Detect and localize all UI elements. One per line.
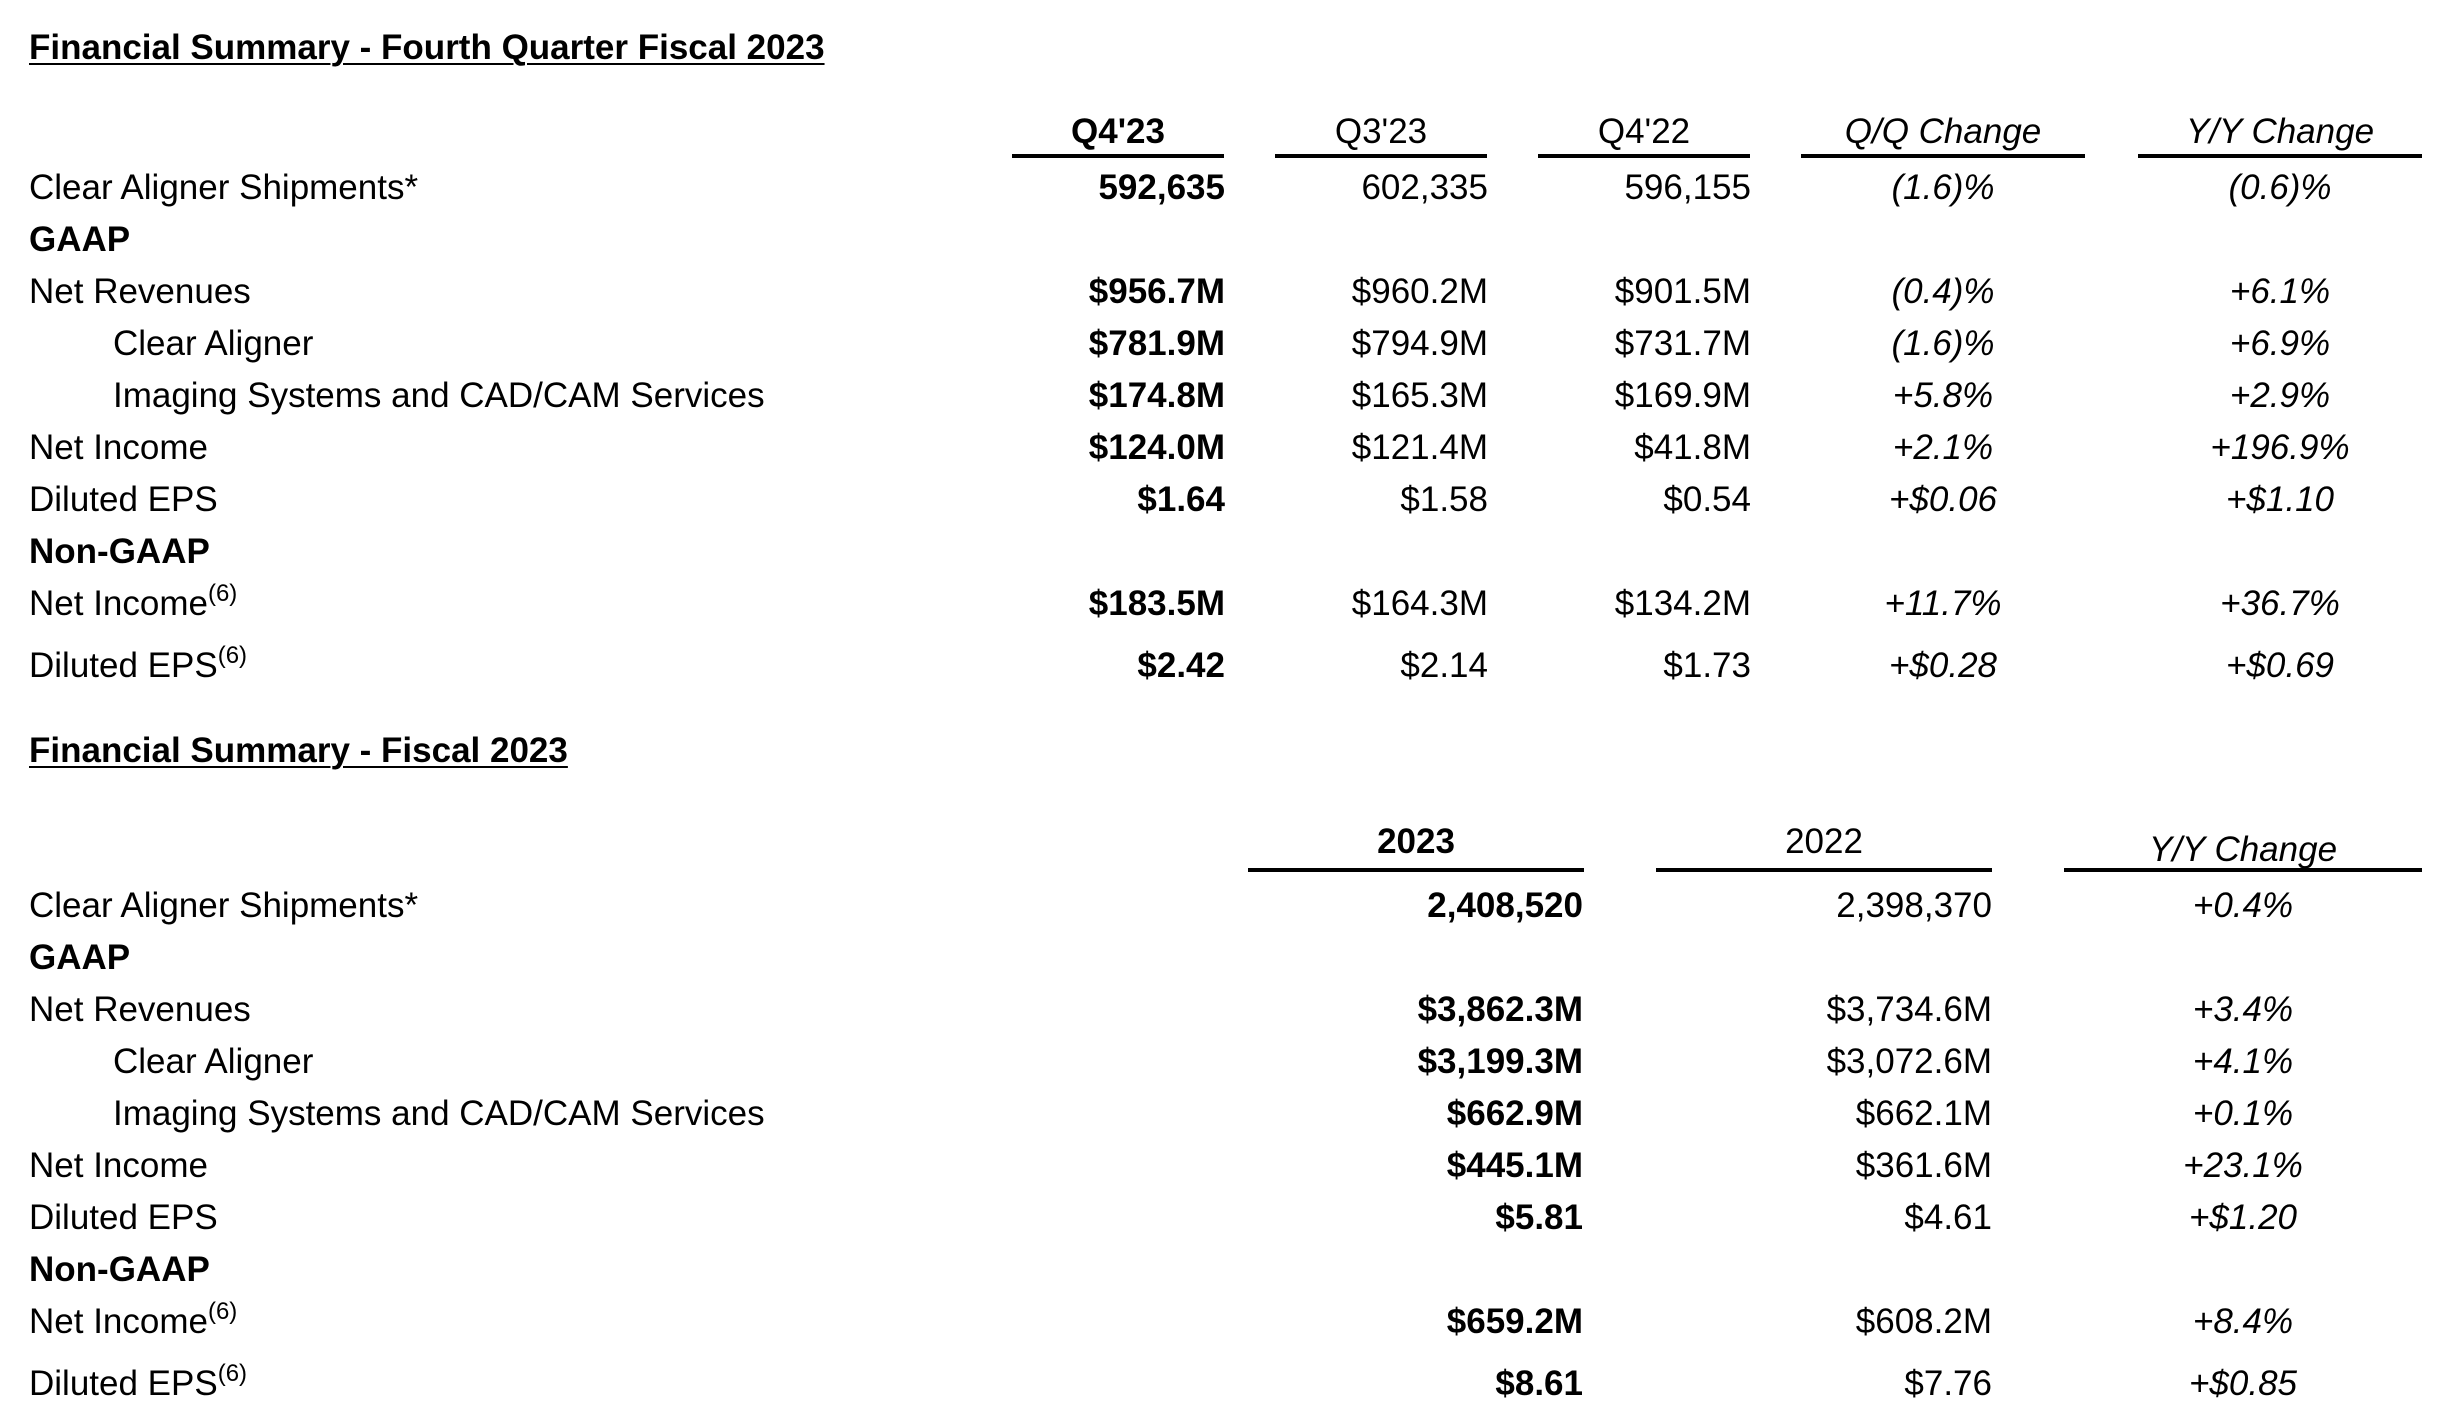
fy-col-header: 2022 <box>1785 822 1863 861</box>
fy-cell-value: $3,734.6M <box>1826 990 1992 1029</box>
fy-section-heading <box>29 1252 210 1287</box>
row-label-text: Net Revenues <box>29 272 251 311</box>
q4-cell-value: 602,335 <box>1361 168 1488 207</box>
fy-cell-value: $3,072.6M <box>1826 1042 1992 1081</box>
q4-row-label <box>29 170 418 205</box>
fy-cell-value: $5.81 <box>1495 1198 1583 1237</box>
q4-row-label <box>29 430 208 465</box>
q4-header-rule <box>1275 154 1487 158</box>
q4-row-label <box>29 274 251 309</box>
fy-cell-value: $659.2M <box>1446 1302 1583 1341</box>
q4-table-title: Financial Summary - Fourth Quarter Fiscal 2023 <box>29 28 825 67</box>
q4-cell-value: $41.8M <box>1634 428 1751 467</box>
q4-cell-value: $901.5M <box>1614 272 1751 311</box>
q4-header-rule <box>2138 154 2422 158</box>
q4-col-header: Q4'22 <box>1597 112 1691 151</box>
q4-cell-value: $960.2M <box>1351 272 1488 311</box>
q4-cell-value: $1.73 <box>1663 646 1751 685</box>
q4-cell-value: $956.7M <box>1088 272 1225 311</box>
fy-cell-value: $3,862.3M <box>1417 990 1583 1029</box>
q4-row-label <box>29 482 218 517</box>
q4-cell-value: $1.64 <box>1137 480 1225 519</box>
q4-cell-change: (0.4)% <box>1891 272 1995 311</box>
fy-table-title: Financial Summary - Fiscal 2023 <box>29 731 568 770</box>
row-label-text: Diluted EPS <box>29 1364 218 1403</box>
q4-header-rule <box>1012 154 1224 158</box>
row-label-text: GAAP <box>29 220 131 259</box>
row-label-text: Diluted EPS <box>29 1198 218 1237</box>
fy-row-label <box>29 1360 248 1403</box>
q4-col-header: Q4'23 <box>1071 112 1165 151</box>
fy-cell-change: +0.4% <box>2192 886 2294 925</box>
q4-cell-change: (0.6)% <box>2228 168 2332 207</box>
row-label-text: Clear Aligner <box>113 324 314 363</box>
q4-cell-value: $169.9M <box>1614 376 1751 415</box>
q4-row-label <box>113 326 313 361</box>
q4-cell-value: $164.3M <box>1351 584 1488 623</box>
row-label-text: Clear Aligner <box>113 1042 314 1081</box>
row-label-text: Clear Aligner Shipments* <box>29 168 419 207</box>
fy-cell-value: $361.6M <box>1855 1146 1992 1185</box>
q4-cell-value: $731.7M <box>1614 324 1751 363</box>
q4-cell-value: $174.8M <box>1088 376 1225 415</box>
fy-cell-change: +8.4% <box>2192 1302 2294 1341</box>
footnote-marker: (6) <box>217 1360 248 1387</box>
q4-cell-value: $134.2M <box>1614 584 1751 623</box>
q4-cell-change: +11.7% <box>1884 584 2002 623</box>
q4-cell-value: $794.9M <box>1351 324 1488 363</box>
row-label-text: Clear Aligner Shipments* <box>29 886 419 925</box>
q4-cell-value: $0.54 <box>1663 480 1751 519</box>
fy-cell-value: $662.9M <box>1446 1094 1583 1133</box>
row-label-text: Imaging Systems and CAD/CAM Services <box>113 376 765 415</box>
q4-header-rule <box>1801 154 2085 158</box>
q4-cell-change: +$0.06 <box>1888 480 1998 519</box>
fy-cell-value: $4.61 <box>1904 1198 1992 1237</box>
fy-row-label <box>113 1044 313 1079</box>
row-label-text: Diluted EPS <box>29 646 218 685</box>
row-label-text: Net Income <box>29 584 208 623</box>
fy-cell-change: +4.1% <box>2192 1042 2294 1081</box>
q4-row-label <box>29 580 238 623</box>
q4-cell-change: (1.6)% <box>1891 324 1995 363</box>
row-label-text: Diluted EPS <box>29 480 218 519</box>
q4-cell-value: $121.4M <box>1351 428 1488 467</box>
fy-section-heading <box>29 940 130 975</box>
q4-cell-change: (1.6)% <box>1891 168 1995 207</box>
q4-section-heading <box>29 534 210 569</box>
q4-cell-change: +36.7% <box>2220 584 2340 623</box>
row-label-text: Net Income <box>29 1302 208 1341</box>
q4-section-heading <box>29 222 130 257</box>
row-label-text: Net Revenues <box>29 990 251 1029</box>
q4-cell-value: $2.42 <box>1137 646 1225 685</box>
fy-cell-change: +23.1% <box>2183 1146 2303 1185</box>
fy-col-header: 2023 <box>1377 822 1455 861</box>
row-label-text: Net Income <box>29 1146 208 1185</box>
fy-cell-change: +$1.20 <box>2188 1198 2298 1237</box>
fy-row-label <box>29 1298 238 1341</box>
q4-cell-value: 592,635 <box>1098 168 1225 207</box>
footnote-marker: (6) <box>207 1298 238 1325</box>
q4-cell-change: +$0.69 <box>2225 646 2335 685</box>
fy-cell-value: $608.2M <box>1855 1302 1992 1341</box>
fy-row-label <box>29 1200 218 1235</box>
fy-row-label <box>29 1148 208 1183</box>
q4-col-header: Y/Y Change <box>2185 112 2375 151</box>
q4-header-rule <box>1538 154 1750 158</box>
q4-cell-value: $124.0M <box>1088 428 1225 467</box>
row-label-text: Non-GAAP <box>29 1250 210 1289</box>
footnote-marker: (6) <box>207 580 238 607</box>
fy-header-rule <box>1656 868 1992 872</box>
q4-cell-value: $183.5M <box>1088 584 1225 623</box>
q4-cell-value: $2.14 <box>1400 646 1488 685</box>
q4-cell-value: $1.58 <box>1400 480 1488 519</box>
q4-cell-change: +5.8% <box>1892 376 1994 415</box>
row-label-text: Imaging Systems and CAD/CAM Services <box>113 1094 765 1133</box>
row-label-text: GAAP <box>29 938 131 977</box>
fy-cell-value: 2,398,370 <box>1836 886 1992 925</box>
q4-cell-value: $781.9M <box>1088 324 1225 363</box>
row-label-text: Net Income <box>29 428 208 467</box>
q4-col-header: Q/Q Change <box>1844 112 2042 151</box>
q4-row-label <box>113 378 765 413</box>
fy-row-label <box>113 1096 765 1131</box>
fy-cell-change: +0.1% <box>2192 1094 2294 1133</box>
fy-row-label <box>29 992 251 1027</box>
fy-cell-value: $7.76 <box>1904 1364 1992 1403</box>
q4-cell-change: +2.1% <box>1892 428 1994 467</box>
fy-row-label <box>29 888 418 923</box>
footnote-marker: (6) <box>217 642 248 669</box>
fy-header-rule <box>2064 868 2422 872</box>
fy-cell-value: $3,199.3M <box>1417 1042 1583 1081</box>
q4-cell-change: +$1.10 <box>2225 480 2335 519</box>
fy-cell-value: 2,408,520 <box>1427 886 1583 925</box>
q4-col-header: Q3'23 <box>1334 112 1428 151</box>
fy-cell-change: +$0.85 <box>2188 1364 2298 1403</box>
q4-cell-change: +6.9% <box>2229 324 2331 363</box>
q4-row-label <box>29 642 248 685</box>
fy-col-header: Y/Y Change <box>2148 830 2338 869</box>
fy-cell-value: $8.61 <box>1495 1364 1583 1403</box>
q4-cell-change: +6.1% <box>2229 272 2331 311</box>
row-label-text: Non-GAAP <box>29 532 210 571</box>
q4-cell-change: +$0.28 <box>1888 646 1998 685</box>
q4-cell-value: $165.3M <box>1351 376 1488 415</box>
q4-cell-change: +2.9% <box>2229 376 2331 415</box>
fy-header-rule <box>1248 868 1584 872</box>
fy-cell-change: +3.4% <box>2192 990 2294 1029</box>
fy-cell-value: $445.1M <box>1446 1146 1583 1185</box>
q4-cell-change: +196.9% <box>2210 428 2350 467</box>
q4-cell-value: 596,155 <box>1624 168 1751 207</box>
fy-cell-value: $662.1M <box>1855 1094 1992 1133</box>
